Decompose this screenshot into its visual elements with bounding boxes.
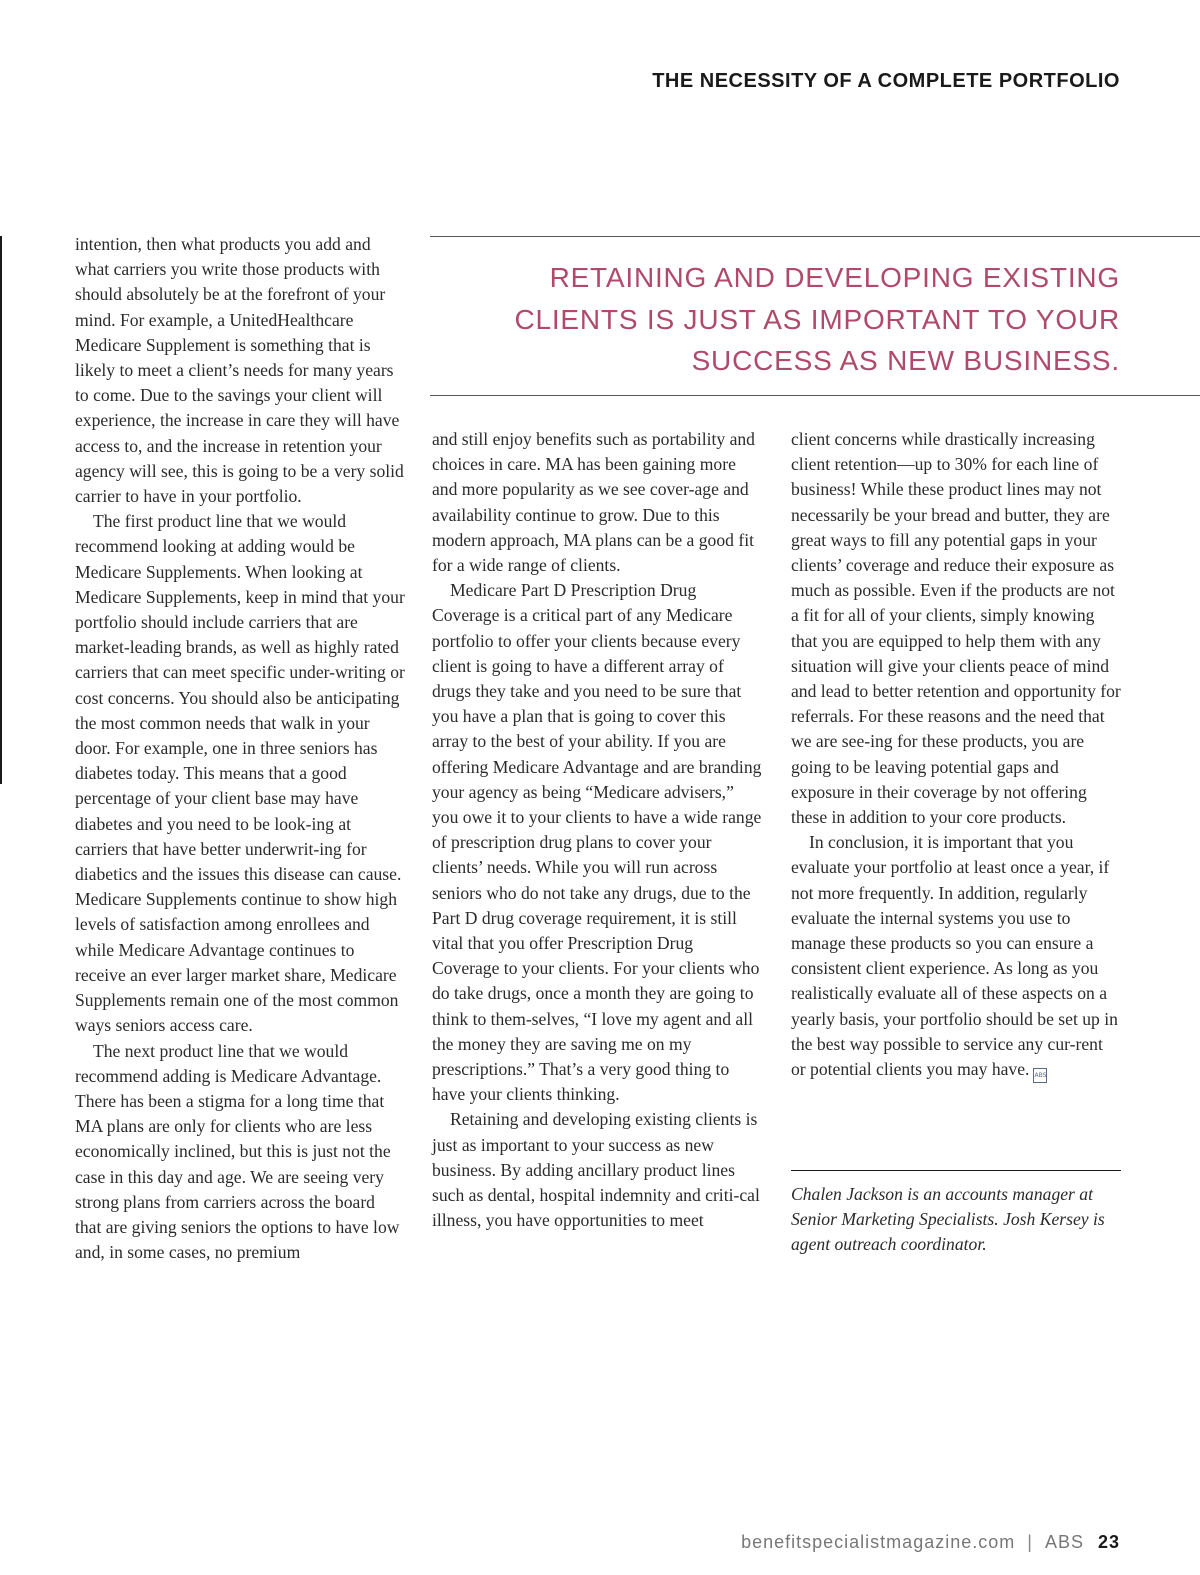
paragraph: Retaining and developing existing clients is just as important to your success as new business. By adding ancillary product lines such as dental, hospital indemnity and criti-cal illness, you have opportunities to meet <box>432 1109 760 1231</box>
page-number: 23 <box>1097 1532 1120 1552</box>
paragraph-text: In conclusion, it is important that you evaluate your portfolio at least once a year, if not more frequently. In addition, regularly evaluate the internal systems you use to manage these products so you can ensure a consistent client experience. As long as you realistically evaluate all of these aspects on a yearly basis, your portfolio should be set up in the best way possible to service any cur-rent or potential clients you may have. <box>791 832 1118 1080</box>
paragraph: intention, then what products you add and what carriers you write those products with should absolutely be at the forefront of your mind. For example, a UnitedHealthcare Medicare Supplement is something that is likely to meet a client’s needs for many years to come. Due to the savings your client will experience, the increase in care they will have access to, and the increase in retention your agency will see, this is going to be a very solid carrier to have in your portfolio. <box>75 234 404 507</box>
page-footer <box>741 1532 1120 1553</box>
column-1 <box>75 232 405 1265</box>
paragraph: Medicare Part D Prescription Drug Coverage is a critical part of any Medicare portfolio to offer your clients because every client is going to have a different array of drugs they take and you need to be sure that you have a plan that is going to cover this array to the best of your ability. If you are offering Medicare Advantage and are branding your agency as being “Medicare advisers,” you owe it to your clients to have a wide range of prescription drug plans to cover your clients’ needs. While you will run across seniors who do not take any drugs, due to the Part D drug coverage requirement, it is still vital that you offer Prescription Drug Coverage to your clients. For your clients who do take drugs, once a month they are going to think to them-selves, “I love my agent and all the money they are saving me on my prescriptions.” That’s a very good thing to have your clients thinking. <box>432 580 762 1105</box>
author-bio: Chalen Jackson is an accounts manager at Senior Marketing Specialists. Josh Kersey is agent outreach coordinator. <box>791 1184 1105 1255</box>
paragraph: and still enjoy benefits such as portability and choices in care. MA has been gaining more and more popularity as we see cover-age and availability continue to grow. Due to this modern approach, MA plans can be a good fit for a wide range of clients. <box>432 429 755 576</box>
paragraph: The next product line that we would recommend adding is Medicare Advantage. There has been a stigma for a long time that MA plans are only for clients who are less economically inclined, but this is just not the case in this day and age. We are seeing very strong plans from carriers across the board that are giving seniors the options to have low and, in some cases, no premium <box>75 1040 400 1263</box>
paragraph: The first product line that we would recommend looking at adding would be Medicare Supplements. When looking at Medicare Supplements, keep in mind that your portfolio should include carriers that are market-leading brands, as well as highly rated carriers that can meet specific under-writing or cost concerns. You should also be anticipating the most common needs that walk in your door. For example, one in three seniors has diabetes today. This means that a good percentage of your client base may have diabetes and you need to be look-ing at carriers that have better underwrit-ing for diabetics and the issues this disease can cause. Medicare Supplements continue to show high levels of satisfaction among enrollees and while Medicare Advantage continues to receive an ever larger market share, Medicare Supplements remain one of the most common ways seniors access care. <box>75 511 405 1036</box>
end-mark-icon: ABS <box>1033 1068 1047 1083</box>
margin-rule <box>0 236 2 784</box>
column-3 <box>791 427 1121 1083</box>
running-head-title: THE NECESSITY OF A COMPLETE PORTFOLIO <box>652 70 1120 92</box>
pull-quote-text: RETAINING AND DEVELOPING EXISTING CLIENTS IS JUST AS IMPORTANT TO YOUR SUCCESS AS NEW BUSINESS. <box>514 262 1120 376</box>
footer-publication: ABS <box>1044 1532 1084 1552</box>
column-2 <box>432 427 762 1234</box>
bio-divider <box>791 1170 1121 1171</box>
pull-quote <box>430 236 1200 396</box>
footer-separator: | <box>1027 1532 1033 1552</box>
paragraph-conclusion <box>791 830 1121 1083</box>
footer-site: benefitspecialistmagazine.com <box>741 1532 1016 1552</box>
paragraph: client concerns while drastically increasing client retention—up to 30% for each line of business! While these product lines may not necessarily be your bread and butter, they are great ways to fill any potential gaps in your clients’ coverage and reduce their exposure as much as possible. Even if the products are not a fit for all of your clients, simply knowing that you are equipped to help them with any situation will give your clients peace of mind and lead to better retention and opportunity for referrals. For these reasons and the need that we are see-ing for these products, you are going to be leaving potential gaps and exposure in their coverage by not offering these in addition to your core products. <box>791 429 1121 828</box>
